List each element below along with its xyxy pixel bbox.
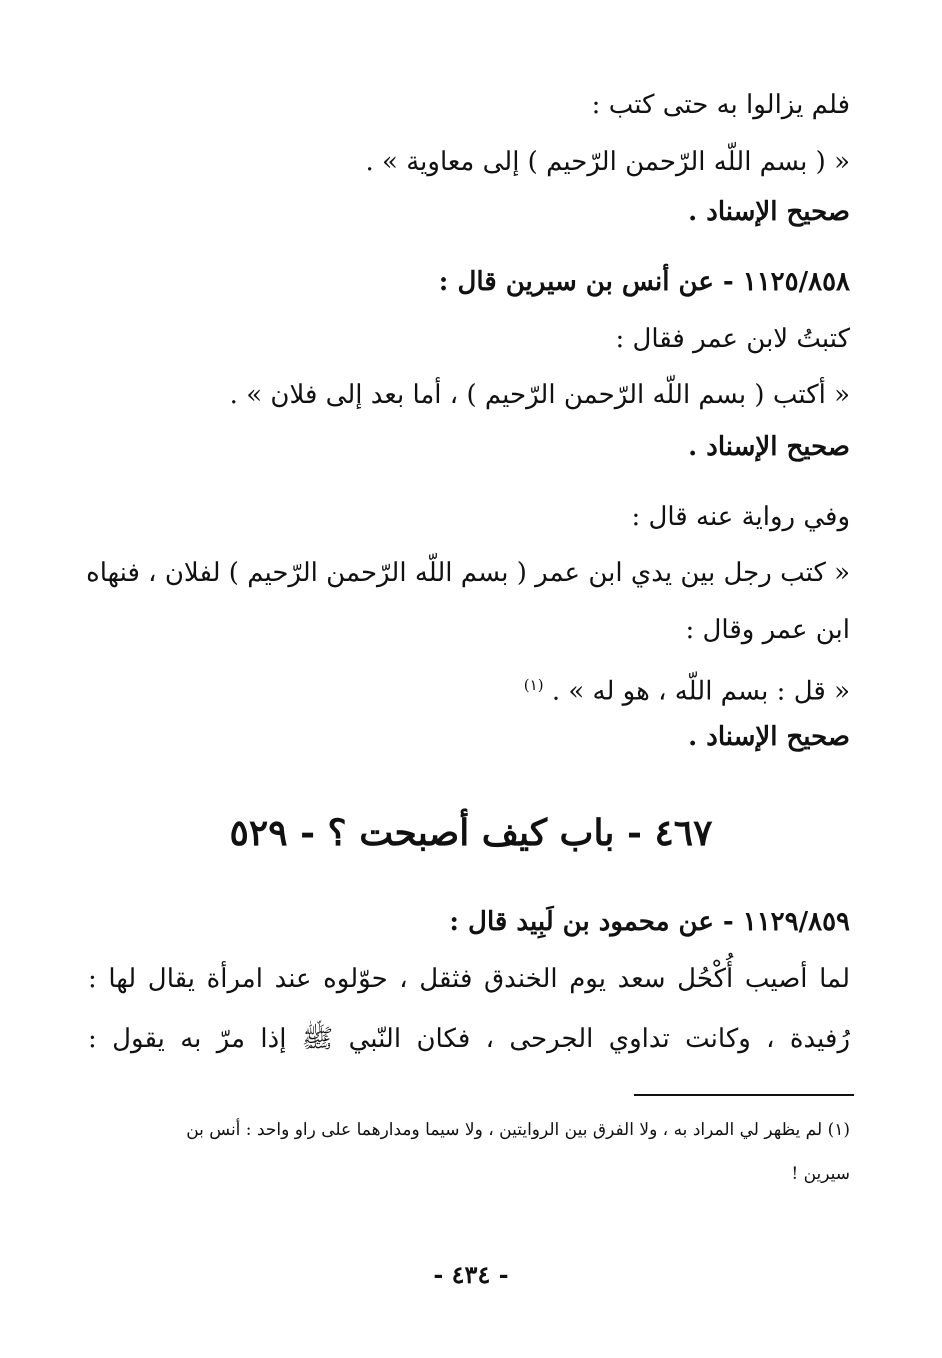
- footnote-line-2: سيرين !: [791, 1164, 850, 1184]
- quote-qul-text: « قل : بسم اللّه ، هو له » .: [551, 676, 850, 707]
- chapter-heading: ٤٦٧ - باب كيف أصبحت ؟ - ٥٢٩: [229, 812, 713, 854]
- text-line-14: لما أصيب أُكْحُل سعد يوم الخندق فثقل ، حوّلوه عند امرأة يقال لها :: [88, 964, 850, 994]
- hadith-859-header: ١١٢٩/٨٥٩ - عن محمود بن لَبِيد قال :: [449, 907, 850, 937]
- footnote-marker[interactable]: (١): [523, 676, 544, 694]
- footnote-line-1: (١) لم يظهر لي المراد به ، ولا الفرق بين الروايتين ، ولا سيما ومدارهما على راو واحد : أنس بن: [186, 1120, 850, 1140]
- grading-sahih-1: صحيح الإسناد .: [688, 197, 850, 227]
- text-line-5: كتبتُ لابن عمر فقال :: [615, 324, 850, 354]
- quote-kataba-rajul: « كتب رجل بين يدي ابن عمر ( بسم اللّه الرّحمن الرّحيم ) لفلان ، فنهاه: [86, 558, 850, 588]
- quote-aktub-basmala: « أكتب ( بسم اللّه الرّحمن الرّحيم ) ، أما بعد إلى فلان » .: [229, 380, 850, 410]
- text-line-15: رُفيدة ، وكانت تداوي الجرحى ، فكان النّبي ﷺ إذا مرّ به يقول :: [88, 1024, 850, 1054]
- text-line-10: ابن عمر وقال :: [685, 615, 850, 645]
- hadith-858-header: ١١٢٥/٨٥٨ - عن أنس بن سيرين قال :: [438, 267, 850, 297]
- quote-basmala-muawiya: « ( بسم اللّه الرّحمن الرّحيم ) إلى معاوية » .: [365, 147, 850, 177]
- grading-sahih-2: صحيح الإسناد .: [688, 432, 850, 462]
- riwaya-intro: وفي رواية عنه قال :: [631, 502, 850, 532]
- quote-qul-basmala: [524, 668, 850, 709]
- grading-sahih-3: صحيح الإسناد .: [688, 722, 850, 752]
- text-line-1: فلم يزالوا به حتى كتب :: [591, 90, 850, 120]
- page-number: - ٤٣٤ -: [433, 1260, 509, 1289]
- footnote-divider: [634, 1094, 854, 1096]
